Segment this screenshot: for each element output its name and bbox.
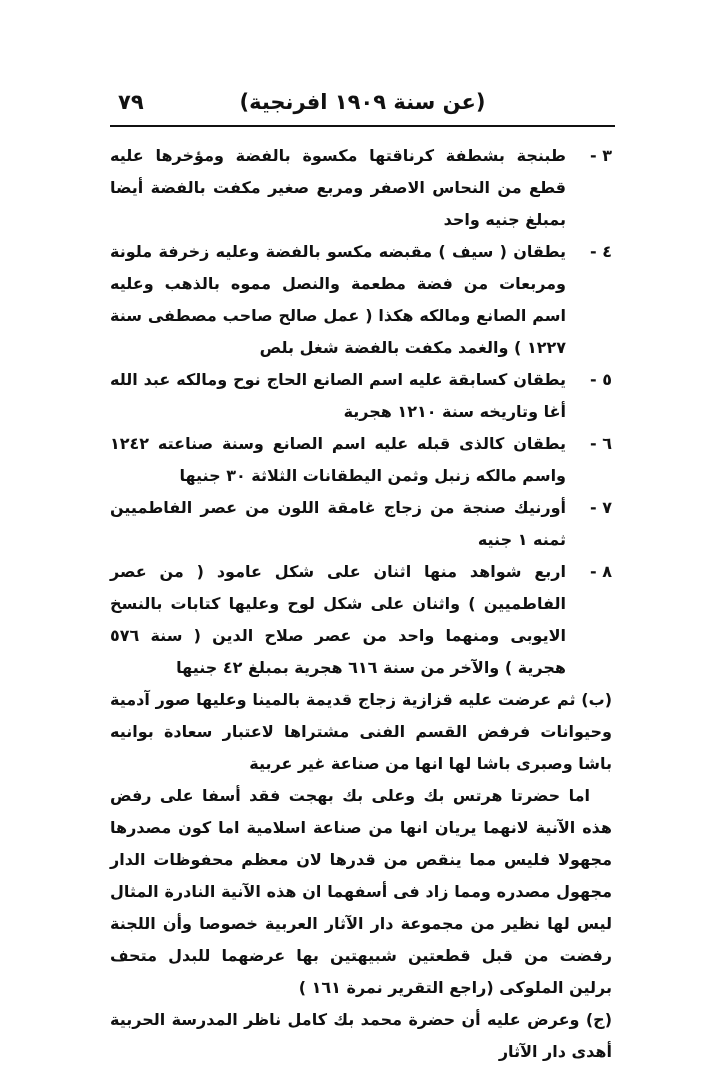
item-number: ٦ - [590, 434, 612, 453]
paragraph-body: اما حضرتا هرتس بك وعلى بك بهجت فقد أسفا على رفض هذه الآنية لانهما يريان انها من صناعة اسلامية اما كون مصدرها مجهولا فليس مما ينقص من قدرها لان معظم محفوظات الدار مجهول مصدره ومما زاد فى أسفهما ان هذه الآنية النادرة المثال ليس لها نظير من مجموعة دار الآثار العربية خصوصا وأن اللجنة رفضت من قبل قطعتين شبيهتين بها عرضهما للبدل متحف برلين الملوكى (راجع التقرير نمرة ١٦١ ) [110, 786, 612, 997]
item-number: ٧ - [590, 498, 612, 517]
item-text: يطقان كالذى قبله عليه اسم الصانع وسنة صناعته ١٢٤٢ واسم مالكه زنبل وثمن اليطقانات الثلاثة ٣٠ جنيها [110, 434, 566, 485]
page-header [110, 86, 615, 122]
running-title: (عن سنة ١٩٠٩ افرنجية) [239, 90, 486, 114]
item-text: يطقان ( سيف ) مقبضه مكسو بالفضة وعليه زخرفة ملونة ومربعات من فضة مطعمة والنصل مموه بالذهب وعليه اسم الصانع ومالكه هكذا ( عمل صالح صاحب مصطفى سنة ١٢٢٧ ) والغمد مكفت بالفضة شغل بلص [110, 242, 566, 357]
item-text: اربع شواهد منها اثنان على شكل عامود ( من عصر الفاطميين ) واثنان على شكل لوح وعليها كتابات بالنسخ الايوبى ومنهما واحد من عصر صلاح الدين ( سنة ٥٧٦ هجرية ) والآخر من سنة ٦١٦ هجرية بمبلغ ٤٢ جنيها [110, 562, 566, 677]
header-rule [110, 125, 615, 127]
item-text: يطقان كسابقة عليه اسم الصانع الحاج نوح ومالكه عبد الله أغا وتاريخه سنة ١٢١٠ هجرية [110, 370, 566, 421]
paragraph-c: (ج) وعرض عليه أن حضرة محمد بك كامل ناظر المدرسة الحربية أهدى دار الآثار [110, 1010, 612, 1061]
list-item [110, 556, 612, 684]
item-number: ٤ - [590, 242, 612, 261]
item-number: ٨ - [590, 562, 612, 581]
paragraph-b: (ب) ثم عرضت عليه قزازية زجاج قديمة بالمينا وعليها صور آدمية وحيوانات فرفض القسم الفنى مشتراها لاعتبار سعادة بوانيه باشا وصبرى باشا لها انها من صناعة غير عربية [110, 690, 612, 773]
list-item [110, 492, 612, 556]
list-item [110, 364, 612, 428]
list-item [110, 140, 612, 236]
item-number: ٥ - [590, 370, 612, 389]
item-text: طبنجة بشطفة كرناقتها مكسوة بالفضة ومؤخرها عليه قطع من النحاس الاصفر ومربع صغير مكفت بالفضة أيضا بمبلغ جنيه واحد [110, 146, 566, 229]
list-item [110, 236, 612, 364]
page-body [110, 140, 612, 1068]
item-number: ٣ - [590, 146, 612, 165]
list-item [110, 428, 612, 492]
page-number: ٧٩ [118, 90, 144, 114]
item-text: أورنيك صنجة من زجاج غامقة اللون من عصر الفاطميين ثمنه ١ جنيه [110, 498, 566, 549]
